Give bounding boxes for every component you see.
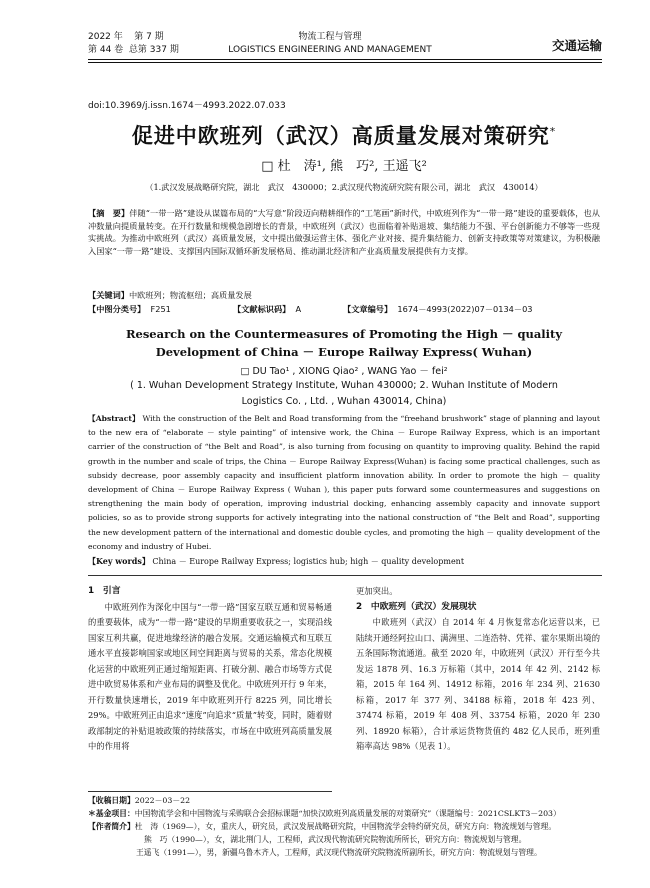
year: 2022 年 — [88, 32, 123, 42]
authors-cn: □ 杜 涛¹, 熊 巧², 王遥飞² — [261, 159, 427, 174]
keywords-cn — [88, 290, 252, 301]
affiliation-en — [88, 378, 600, 410]
bio-label: 【作者简介】 — [88, 822, 135, 831]
doc-code-label: 【文献标识码】 — [233, 304, 291, 314]
doi: doi:10.3969/j.issn.1674－4993.2022.07.033 — [88, 101, 286, 111]
body-column-right — [356, 584, 600, 755]
keywords-cn-label: 【关键词】 — [88, 290, 129, 300]
abstract-en — [88, 412, 600, 554]
body-column-left — [88, 584, 332, 755]
bio-xiong-qiao: 熊 巧（1990—），女，湖北荆门人，工程师，武汉现代物流研究院物流所所长，研究方向：物流规划与管理。 — [144, 835, 527, 844]
authors-en: □ DU Tao¹ , XIONG Qiao² , WANG Yao － fei² — [240, 366, 448, 377]
affiliation-en-line2: Logistics Co. , Ltd. , Wuhan 430014, China) — [241, 396, 447, 407]
abstract-en-label: 【Abstract】 — [88, 414, 140, 423]
keywords-en-label: 【Key words】 — [88, 556, 150, 566]
section-name: 交通运输 — [551, 38, 602, 53]
title-en-line1: Research on the Countermeasures of Promoting the High － quality — [125, 327, 563, 341]
received-label: 【收稿日期】 — [88, 796, 135, 805]
header-rule — [88, 59, 602, 60]
abstract-en-text: With the construction of the Belt and Road transforming from the “freehand brushwork” stage of planning and layout to the new era of “elaborate － style painting” of intensive work, the China － Europe Railway Express, which is an important carrier of the construction of “the Belt and Road”, is also turning from focusing on quantity to improving quality. Behind the rapid growth in the number and scale of trips, the China － Europe Railway Express(Wuhan) is facing some practical challenges, such as subsidy decrease, poor assembly capacity and insufficient platform innovation ability. In order to promote the high － quality development of China － Europe Railway Express ( Wuhan ), this paper puts forward some countermeasures and suggestions on strengthening the main body of operation, improving industrial docking, enhancing assembly capacity and innovate support policies, so as to provide strong supports for actively integrating into the national construction of “the Belt and Road”, supporting the new development pattern of the international and domestic double cycles, and promoting the high － quality development of the economy and industry of Hubei. — [88, 414, 600, 551]
issue: 第 7 期 — [134, 32, 164, 42]
page-header — [0, 0, 650, 86]
article-no-label: 【文章编号】 — [343, 304, 393, 314]
paper-title-cn — [88, 120, 600, 150]
bio-wang-yaofei: 王遥飞（1991—），男，新疆乌鲁木齐人，工程师，武汉现代物流研究院物流所副所长，研究方向：物流规划与管理。 — [136, 848, 542, 857]
journal-name-cn: 物流工程与管理 — [298, 32, 362, 42]
issue-info — [88, 31, 179, 57]
abstract-cn — [88, 207, 600, 257]
title-text: 促进中欧班列（武汉）高质量发展对策研究 — [131, 124, 550, 148]
classification-line — [88, 304, 600, 315]
affiliation-cn: （1.武汉发展战略研究院，湖北 武汉 430000；2.武汉现代物流研究院有限公司，湖北 武汉 430014） — [145, 182, 543, 192]
section-2-heading: 2 中欧班列（武汉）发展现状 — [356, 601, 477, 612]
title-en-line2: Development of China － Europe Railway Express( Wuhan) — [155, 345, 533, 359]
footnote-rule — [88, 791, 332, 792]
received-date: 2022－03－22 — [134, 796, 191, 805]
section-2-paragraph: 中欧班列（武汉）自 2014 年 4 月恢复常态化运营以来，已陆续开通经阿拉山口、满洲里、二连浩特、凭祥、霍尔果斯出境的五条国际物流通道。截至 2020 年，中欧班列（武汉）开行至今共发运 1878 列、16.3 万标箱（其中，2014 年 42 列、2142 标箱，2015 年 164 列、14912 标箱，2016 年 234 列、21630 标箱，2017 年 377 列、34188 标箱，2018 年 423 列、37474 标箱，2019 年 408 列、33754 标箱，2020 年 230 列、18920 标箱），合计承运货物货值约 482 亿人民币，班列重箱率高达 98%（见表 1）。 — [356, 617, 600, 751]
header-rule-thin — [88, 62, 602, 63]
paper-title-en — [88, 325, 600, 361]
journal-name — [215, 31, 445, 57]
journal-name-en: LOGISTICS ENGINEERING AND MANAGEMENT — [228, 45, 432, 55]
fund-label: ＊基金项目： — [88, 809, 135, 818]
section-divider — [88, 575, 602, 576]
keywords-en — [88, 556, 464, 567]
title-star: * — [549, 125, 557, 138]
clc-value: F251 — [150, 304, 171, 314]
abstract-cn-label: 【摘 要】 — [88, 208, 130, 218]
continuation-text: 更加突出。 — [356, 586, 398, 596]
keywords-en-text: China － Europe Railway Express; logistics hub; high － quality development — [152, 557, 465, 566]
total-issue: 总第 337 期 — [128, 45, 179, 55]
keywords-cn-text: 中欧班列；物流枢纽；高质量发展 — [128, 290, 252, 300]
abstract-cn-text: 伴随“一带一路”建设从谋篇布局的“大写意”阶段迈向精耕细作的“工笔画”新时代，中欧班列作为“一带一路”建设的重要载体，也从冲数量向提质量转变。在开行数量和规模急剧增长的背景，中欧班列（武汉）也面临着补贴退坡、集结能力不强、平台创新能力不够等一些现实挑战。为推动中欧班列（武汉）高质量发展，文中提出做强运营主体、强化产业对接、提升集结能力、创新支持政策等对策建议，为积极融入国家“一带一路”建设、支撑国内国际双循环新发展格局、推动湖北经济和产业高质量发展提供有力支撑。 — [88, 208, 600, 256]
volume: 第 44 卷 — [88, 45, 124, 55]
footnotes — [88, 794, 600, 859]
clc-label: 【中图分类号】 — [88, 304, 146, 314]
doc-code-value: A — [295, 304, 302, 314]
fund-text: 中国物流学会和中国物流与采购联合会招标课题“加快汉欧班列高质量发展的对策研究”（课题编号：2021CSLKT3－203） — [134, 809, 561, 818]
section-1-paragraph: 中欧班列作为深化中国与“一带一路”国家互联互通和贸易畅通的重要载体，成为“一带一路”建设的早期重要收获之一，实现沿线国家互利共赢，促进地缘经济的融合发展。交通运输模式和互联互通水平直接影响国家或地区间空间距离与贸易的关系，常态化规模化运营的中欧班列正通过缩短距离、打破分割、融合市场等方式促进中欧贸易体系和产业布局的调整及优化。中欧班列开行 9 年来，开行数量快速增长，2019 年中欧班列开行 8225 列，同比增长 29%。中欧班列正由追求“速度”向追求“质量”转变，同时，随着财政部制定的补贴退坡政策的持续落实，市场在中欧班列高质量发展中的作用将 — [88, 601, 332, 751]
article-no-value: 1674－4993(2022)07－0134－03 — [397, 304, 533, 314]
affiliation-en-line1: ( 1. Wuhan Development Strategy Institute, Wuhan 430000; 2. Wuhan Institute of Modern — [130, 380, 558, 391]
bio-du-tao: 杜 涛（1969—），女，重庆人，研究员，武汉发展战略研究院，中国物流学会特约研究员，研究方向：物流规划与管理。 — [134, 822, 557, 831]
section-1-heading: 1 引言 — [88, 586, 121, 596]
